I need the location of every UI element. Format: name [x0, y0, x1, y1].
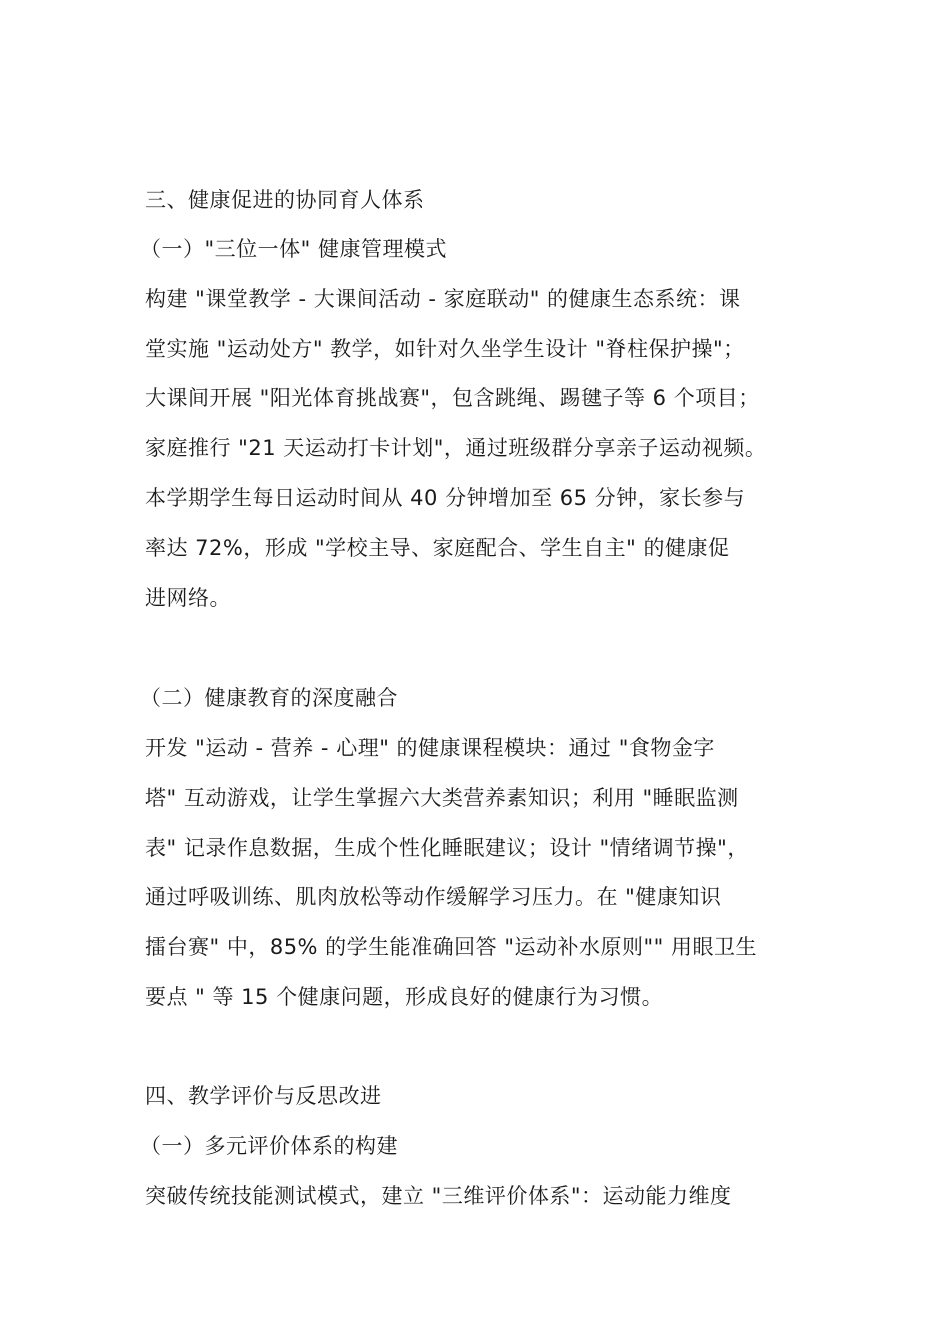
paragraph-line: 要点 " 等 15 个健康问题，形成良好的健康行为习惯。 — [145, 985, 664, 1009]
subsection-heading: （二）健康教育的深度融合 — [140, 686, 398, 710]
paragraph-line: 构建 "课堂教学 - 大课间活动 - 家庭联动" 的健康生态系统：课 — [145, 287, 741, 311]
subsection-heading: （一）多元评价体系的构建 — [140, 1134, 398, 1158]
paragraph-line: 开发 "运动 - 营养 - 心理" 的健康课程模块：通过 "食物金字 — [145, 736, 715, 760]
paragraph-line: 大课间开展 "阳光体育挑战赛"，包含跳绳、踢毽子等 6 个项目； — [145, 386, 760, 410]
paragraph-line: 进网络。 — [145, 586, 231, 610]
section-heading: 四、教学评价与反思改进 — [145, 1084, 382, 1108]
subsection-heading: （一）"三位一体" 健康管理模式 — [140, 237, 447, 261]
paragraph-line: 堂实施 "运动处方" 教学，如针对久坐学生设计 "脊柱保护操"； — [145, 337, 745, 361]
section-heading: 三、健康促进的协同育人体系 — [145, 188, 425, 212]
paragraph-line: 表" 记录作息数据，生成个性化睡眠建议；设计 "情绪调节操"， — [145, 836, 749, 860]
paragraph-line: 通过呼吸训练、肌肉放松等动作缓解学习压力。在 "健康知识 — [145, 885, 722, 909]
paragraph-line: 塔" 互动游戏，让学生掌握六大类营养素知识；利用 "睡眠监测 — [145, 786, 739, 810]
paragraph-line: 擂台赛" 中，85% 的学生能准确回答 "运动补水原则"" 用眼卫生 — [145, 935, 758, 959]
paragraph-line: 率达 72%，形成 "学校主导、家庭配合、学生自主" 的健康促 — [145, 536, 730, 560]
paragraph-line: 本学期学生每日运动时间从 40 分钟增加至 65 分钟，家长参与 — [145, 486, 746, 510]
paragraph-line: 突破传统技能测试模式，建立 "三维评价体系"：运动能力维度 — [145, 1184, 732, 1208]
paragraph-line: 家庭推行 "21 天运动打卡计划"，通过班级群分享亲子运动视频。 — [145, 436, 767, 460]
